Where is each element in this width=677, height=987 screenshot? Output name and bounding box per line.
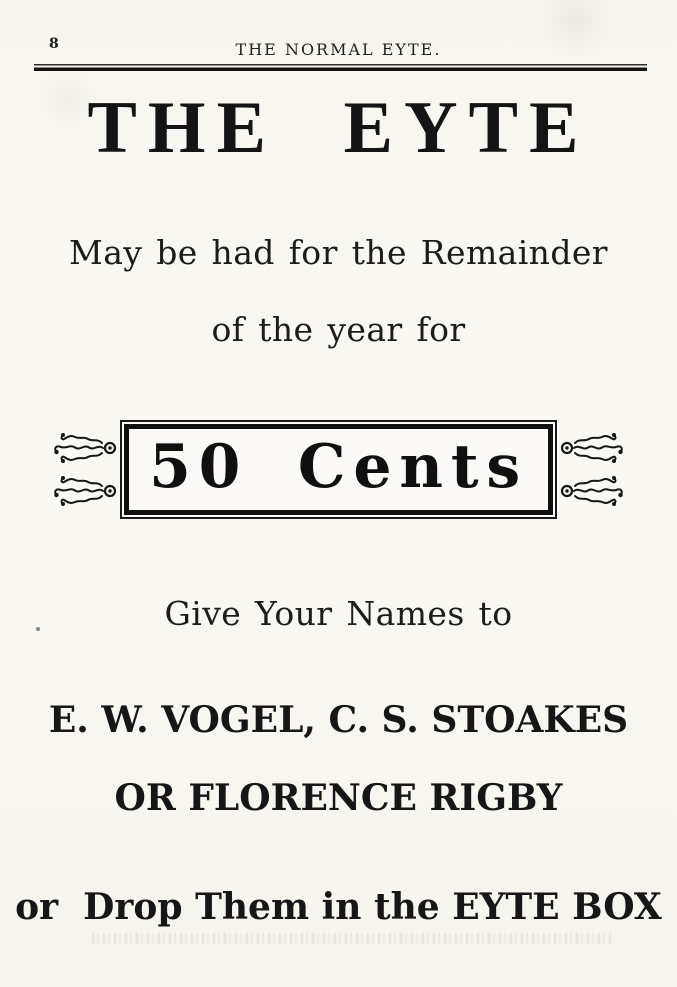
page-number: 8 bbox=[49, 36, 60, 52]
ad-subtitle-line2: of the year for bbox=[211, 310, 466, 349]
price-box bbox=[120, 420, 557, 519]
flourish-ornament-right-icon bbox=[560, 427, 632, 513]
names-line-2: OR FLORENCE RIGBY bbox=[114, 777, 563, 819]
scan-smudge bbox=[92, 933, 612, 944]
scan-speckle bbox=[36, 627, 40, 631]
price-box-inner-border bbox=[124, 424, 553, 515]
names-line-1: E. W. VOGEL, C. S. STOAKES bbox=[48, 699, 629, 741]
drop-box-line: or Drop Them in the EYTE BOX bbox=[15, 886, 662, 928]
price-row bbox=[0, 420, 677, 519]
give-names-line: Give Your Names to bbox=[164, 594, 513, 633]
flourish-ornament-left-icon bbox=[45, 427, 117, 513]
ad-title: THE EYTE bbox=[87, 87, 590, 169]
header-double-rule bbox=[34, 64, 647, 71]
price-text: 50 Cents bbox=[149, 432, 528, 502]
masthead-title: THE NORMAL EYTE. bbox=[235, 40, 442, 59]
ad-subtitle-line1: May be had for the Remainder bbox=[69, 233, 608, 272]
